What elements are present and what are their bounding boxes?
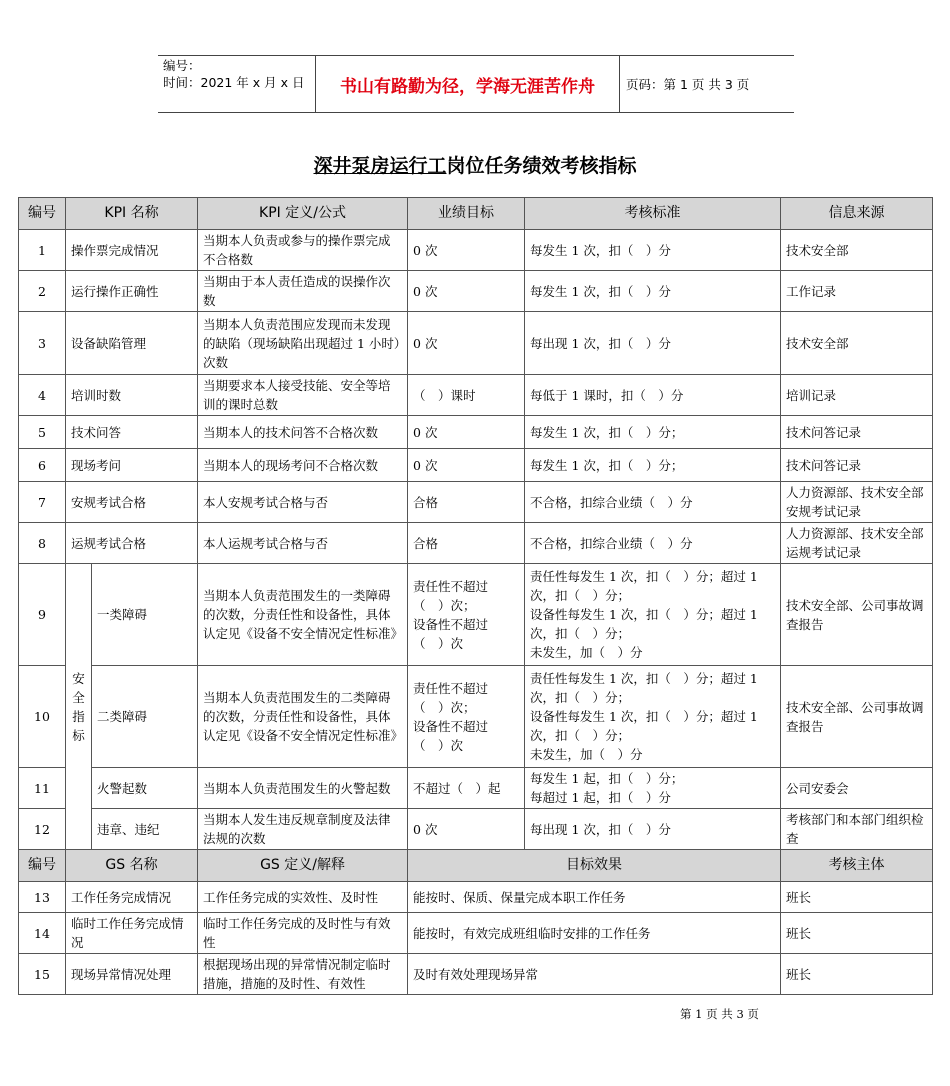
gs-definition: 临时工作任务完成的及时性与有效性 <box>198 913 408 954</box>
row-number: 3 <box>19 312 66 375</box>
gs-subject: 班长 <box>781 913 933 954</box>
row-number: 7 <box>19 482 66 523</box>
kpi-source: 技术问答记录 <box>781 416 933 449</box>
kpi-target: 合格 <box>408 523 525 564</box>
table-row <box>19 230 933 271</box>
header-cell: 编号 <box>19 198 66 230</box>
header-cell: 编号 <box>19 850 66 882</box>
kpi-definition: 当期本人的技术问答不合格次数 <box>198 416 408 449</box>
kpi-standard: 每发生 1 次，扣（ ）分 <box>525 230 781 271</box>
category-cell: 安 全 指 标 <box>66 564 92 850</box>
kpi-source: 工作记录 <box>781 271 933 312</box>
kpi-definition: 当期本人负责范围应发现而未发现的缺陷（现场缺陷出现超过 1 小时）次数 <box>198 312 408 375</box>
header-cell: 业绩目标 <box>408 198 525 230</box>
header-cell: 考核主体 <box>781 850 933 882</box>
kpi-name: 火警起数 <box>92 768 198 809</box>
gs-subject: 班长 <box>781 954 933 995</box>
kpi-name: 运行操作正确性 <box>66 271 198 312</box>
kpi-name: 现场考问 <box>66 449 198 482</box>
table-row <box>19 666 933 768</box>
kpi-definition: 当期要求本人接受技能、安全等培训的课时总数 <box>198 375 408 416</box>
row-number: 12 <box>19 809 66 850</box>
table-row <box>19 482 933 523</box>
motto: 书山有路勤为径，学海无涯苦作舟 <box>316 56 620 112</box>
row-number: 13 <box>19 882 66 913</box>
kpi-standard: 不合格，扣综合业绩（ ）分 <box>525 523 781 564</box>
document-title <box>0 151 950 178</box>
kpi-source: 公司安委会 <box>781 768 933 809</box>
kpi-standard: 每发生 1 次，扣（ ）分； <box>525 449 781 482</box>
title-position: 深井泵房运行工 <box>313 155 447 177</box>
kpi-source: 技术安全部 <box>781 312 933 375</box>
kpi-target: 合格 <box>408 482 525 523</box>
kpi-definition: 本人运规考试合格与否 <box>198 523 408 564</box>
kpi-name: 安规考试合格 <box>66 482 198 523</box>
header-cell: 目标效果 <box>408 850 781 882</box>
kpi-name: 操作票完成情况 <box>66 230 198 271</box>
gs-definition: 工作任务完成的实效性、及时性 <box>198 882 408 913</box>
header-cell: KPI 定义/公式 <box>198 198 408 230</box>
table-row <box>19 449 933 482</box>
kpi-definition: 当期本人的现场考问不合格次数 <box>198 449 408 482</box>
kpi-standard: 不合格，扣综合业绩（ ）分 <box>525 482 781 523</box>
header-cell: 考核标准 <box>525 198 781 230</box>
kpi-source: 人力资源部、技术安全部运规考试记录 <box>781 523 933 564</box>
row-number: 6 <box>19 449 66 482</box>
header-left <box>158 56 316 112</box>
kpi-standard: 每出现 1 次，扣（ ）分 <box>525 809 781 850</box>
gs-name: 临时工作任务完成情况 <box>66 913 198 954</box>
header-cell: GS 定义/解释 <box>198 850 408 882</box>
kpi-target: 0 次 <box>408 230 525 271</box>
kpi-name: 技术问答 <box>66 416 198 449</box>
header-cell: 信息来源 <box>781 198 933 230</box>
kpi-source: 技术安全部、公司事故调查报告 <box>781 666 933 768</box>
kpi-target: 0 次 <box>408 271 525 312</box>
kpi-name: 培训时数 <box>66 375 198 416</box>
table-row <box>19 312 933 375</box>
gs-definition: 根据现场出现的异常情况制定临时措施，措施的及时性、有效性 <box>198 954 408 995</box>
kpi-target: （ ）课时 <box>408 375 525 416</box>
kpi-source: 技术安全部、公司事故调查报告 <box>781 564 933 666</box>
kpi-source: 技术安全部 <box>781 230 933 271</box>
table-row <box>19 768 933 809</box>
row-number: 14 <box>19 913 66 954</box>
table-row <box>19 271 933 312</box>
row-number: 11 <box>19 768 66 809</box>
kpi-standard: 责任性每发生 1 次，扣（ ）分；超过 1 次，扣（ ）分； 设备性每发生 1 次，扣（ ）分；超过 1 次，扣（ ）分； 未发生，加（ ）分 <box>525 564 781 666</box>
kpi-definition: 当期本人发生违反规章制度及法律法规的次数 <box>198 809 408 850</box>
kpi-source: 培训记录 <box>781 375 933 416</box>
table-row <box>19 416 933 449</box>
kpi-table <box>18 197 933 995</box>
kpi-definition: 本人安规考试合格与否 <box>198 482 408 523</box>
header-cell: KPI 名称 <box>66 198 198 230</box>
kpi-target: 责任性不超过（ ）次； 设备性不超过（ ）次 <box>408 666 525 768</box>
kpi-standard: 责任性每发生 1 次，扣（ ）分；超过 1 次，扣（ ）分； 设备性每发生 1 次，扣（ ）分；超过 1 次，扣（ ）分； 未发生，加（ ）分 <box>525 666 781 768</box>
row-number: 15 <box>19 954 66 995</box>
table-row <box>19 913 933 954</box>
kpi-standard: 每发生 1 起，扣（ ）分； 每超过 1 起，扣（ ）分 <box>525 768 781 809</box>
kpi-target: 不超过（ ）起 <box>408 768 525 809</box>
gs-effect: 及时有效处理现场异常 <box>408 954 781 995</box>
kpi-name: 运规考试合格 <box>66 523 198 564</box>
gs-header-row <box>19 850 933 882</box>
gs-name: 工作任务完成情况 <box>66 882 198 913</box>
kpi-target: 0 次 <box>408 312 525 375</box>
kpi-definition: 当期本人负责范围发生的火警起数 <box>198 768 408 809</box>
row-number: 5 <box>19 416 66 449</box>
kpi-target: 0 次 <box>408 449 525 482</box>
gs-effect: 能按时、保质、保量完成本职工作任务 <box>408 882 781 913</box>
kpi-standard: 每出现 1 次，扣（ ）分 <box>525 312 781 375</box>
row-number: 2 <box>19 271 66 312</box>
page-footer: 第 1 页 共 3 页 <box>680 1007 759 1021</box>
row-number: 4 <box>19 375 66 416</box>
kpi-name: 二类障碍 <box>92 666 198 768</box>
gs-subject: 班长 <box>781 882 933 913</box>
row-number: 10 <box>19 666 66 768</box>
table-row <box>19 882 933 913</box>
gs-effect: 能按时，有效完成班组临时安排的工作任务 <box>408 913 781 954</box>
kpi-header-row <box>19 198 933 230</box>
kpi-target: 责任性不超过（ ）次； 设备性不超过（ ）次 <box>408 564 525 666</box>
kpi-source: 人力资源部、技术安全部安规考试记录 <box>781 482 933 523</box>
row-number: 9 <box>19 564 66 666</box>
kpi-standard: 每发生 1 次，扣（ ）分 <box>525 271 781 312</box>
header-cell: GS 名称 <box>66 850 198 882</box>
page-header <box>158 55 794 113</box>
table-row <box>19 954 933 995</box>
kpi-standard: 每低于 1 课时，扣（ ）分 <box>525 375 781 416</box>
kpi-name: 一类障碍 <box>92 564 198 666</box>
kpi-definition: 当期本人负责范围发生的二类障碍的次数，分责任性和设备性，具体认定见《设备不安全情况定性标准》 <box>198 666 408 768</box>
title-rest: 岗位任务绩效考核指标 <box>446 155 637 177</box>
kpi-name: 设备缺陷管理 <box>66 312 198 375</box>
kpi-name: 违章、违纪 <box>92 809 198 850</box>
gs-name: 现场异常情况处理 <box>66 954 198 995</box>
page-number-label: 页码：第 1 页 共 3 页 <box>626 77 750 92</box>
kpi-standard: 每发生 1 次，扣（ ）分； <box>525 416 781 449</box>
table-row <box>19 523 933 564</box>
kpi-target: 0 次 <box>408 416 525 449</box>
number-label: 编号： <box>163 58 201 73</box>
kpi-source: 技术问答记录 <box>781 449 933 482</box>
kpi-source: 考核部门和本部门组织检查 <box>781 809 933 850</box>
kpi-definition: 当期本人负责范围发生的一类障碍的次数，分责任性和设备性，具体认定见《设备不安全情况定性标准》 <box>198 564 408 666</box>
kpi-target: 0 次 <box>408 809 525 850</box>
kpi-definition: 当期本人负责或参与的操作票完成不合格数 <box>198 230 408 271</box>
kpi-definition: 当期由于本人责任造成的误操作次数 <box>198 271 408 312</box>
time-label: 时间：2021 年 x 月 x 日 <box>163 75 305 90</box>
table-row <box>19 564 933 666</box>
table-row <box>19 375 933 416</box>
table-row <box>19 809 933 850</box>
row-number: 1 <box>19 230 66 271</box>
row-number: 8 <box>19 523 66 564</box>
